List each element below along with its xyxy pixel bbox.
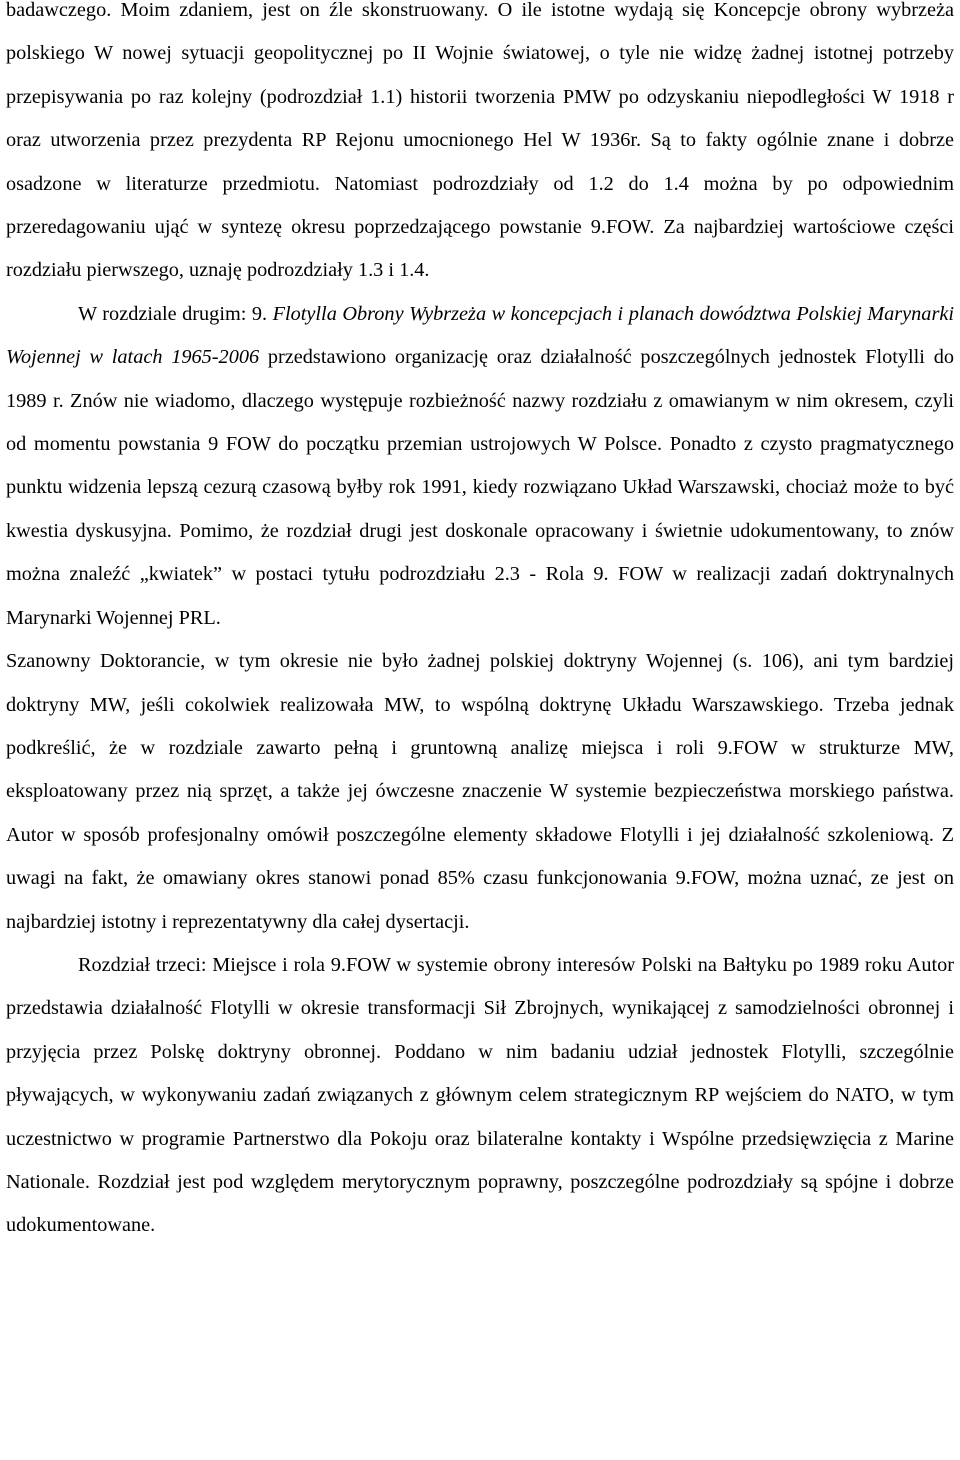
paragraph-text: badawczego. Moim zdaniem, jest on źle skonstruowany. O ile istotne wydają się Koncepcje obrony wybrzeża polskiego W nowej sytuacji geopolitycznej po II Wojnie światowej, o tyle nie widzę żadnej istotnej potrzeby przepisywania po raz kolejny (podrozdział 1.1) historii tworzenia PMW po odzyskaniu niepodległości W 1918 r oraz utworzenia przez prezydenta RP Rejonu umocnionego Hel W 1936r. Są to fakty ogólnie znane i dobrze osadzone w literaturze przedmiotu. Natomiast podrozdziały od 1.2 do 1.4 można by po odpowiednim przeredagowaniu ująć w syntezę okresu poprzedzającego powstanie 9.FOW. Za najbardziej wartościowe części rozdziału pierwszego, uznaję podrozdziały 1.3 i 1.4. [6,0,954,282]
chapter-title-italic: Flotylla Obrony Wybrzeża w koncepcjach i planach dowództwa Polskiej Marynarki Wojennej w latach 1965-2006 [6,302,954,369]
paragraph-doctrine-remark [6,640,954,944]
paragraph-chapter-two [6,293,954,640]
paragraph-chapter-one-critique [6,0,954,293]
paragraph-text: Rozdział trzeci: Miejsce i rola 9.FOW w systemie obrony interesów Polski na Bałtyku po 1989 roku Autor przedstawia działalność Flotylli w okresie transformacji Sił Zbrojnych, wynikającej z samodzielności obronnej i przyjęcia przez Polskę doktryny obronnej. Poddano w nim badaniu udział jednostek Flotylli, szczególnie pływających, w wykonywaniu zadań związanych z głównym celem strategicznym RP wejściem do NATO, w tym uczestnictwo w programie Partnerstwo dla Pokoju oraz bilateralne kontakty i Wspólne przedsięwzięcia z Marine Nationale. Rozdział jest pod względem merytorycznym poprawny, poszczególne podrozdziały są spójne i dobrze udokumentowane. [6,953,954,1237]
paragraph-text: przedstawiono organizację oraz działalność poszczególnych jednostek Flotylli do 1989 r. Znów nie wiadomo, dlaczego występuje rozbieżność nazwy rozdziału z omawianym w nim okresem, czyli od momentu powstania 9 FOW do początku przemian ustrojowych W Polsce. Ponadto z czysto pragmatycznego punktu widzenia lepszą cezurą czasową byłby rok 1991, kiedy rozwiązano Układ Warszawski, chociaż może to być kwestia dyskusyjna. Pomimo, że rozdział drugi jest doskonale opracowany i świetnie udokumentowany, to znów można znaleźć „kwiatek” w postaci tytułu podrozdziału 2.3 - Rola 9. FOW w realizacji zadań doktrynalnych Marynarki Wojennej PRL. [6,346,954,629]
paragraph-text: W rozdziale drugim: 9. [78,302,273,325]
paragraph-chapter-three [6,944,954,1248]
paragraph-text: Szanowny Doktorancie, w tym okresie nie było żadnej polskiej doktryny Wojennej (s. 106), ani tym bardziej doktryny MW, jeśli cokolwiek realizowała MW, to wspólną doktrynę Układu Warszawskiego. Trzeba jednak podkreślić, że w rozdziale zawarto pełną i gruntowną analizę miejsca i roli 9.FOW w strukturze MW, eksploatowany przez nią sprzęt, a także jej ówczesne znaczenie W systemie bezpieczeństwa morskiego państwa. Autor w sposób profesjonalny omówił poszczególne elementy składowe Flotylli i jej działalność szkoleniową. Z uwagi na fakt, że omawiany okres stanowi ponad 85% czasu funkcjonowania 9.FOW, można uznać, ze jest on najbardziej istotny i reprezentatywny dla całej dysertacji. [6,650,954,933]
